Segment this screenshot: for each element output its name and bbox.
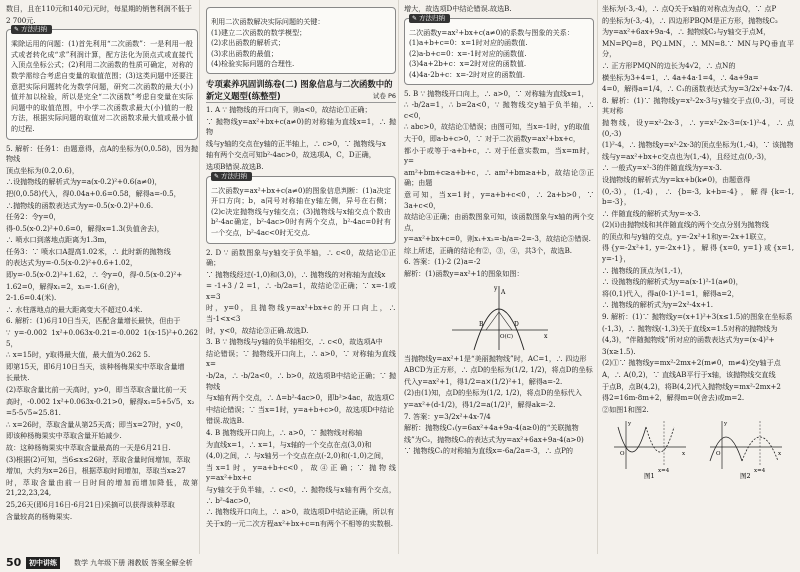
text-line: 9. 解析：(1)∵ 抛物线y=(x+1)²+3(x≤1.5)的图象在坐标系 bbox=[602, 312, 793, 322]
box-item: (2)求出函数的解析式； bbox=[211, 38, 285, 48]
text-line: 线与y=ax²+bx+c交点也为(1,-4)，且经过点(0,-3)， bbox=[602, 151, 771, 161]
text-line: 长最快. bbox=[6, 373, 30, 383]
parabola-figure bbox=[444, 282, 554, 352]
column-divider bbox=[398, 0, 399, 554]
column-3 bbox=[404, 4, 594, 552]
label-a: A bbox=[501, 288, 506, 296]
text-line: = -1+3 / 2 =1，∴ -b/2a=1，故结论②正确；∵ x=-1或x=3 bbox=[206, 281, 396, 301]
text-line: (2)萃取含量比前一天高时，y>0，即当萃取含量比前一天 bbox=[6, 385, 187, 394]
text-line: 3(x≥1.5). bbox=[602, 346, 636, 356]
text-line: 25,26天(即6月16日-6月21日)采摘可以获得该种萃取 bbox=[6, 499, 175, 509]
text-line: 时，y<0，故结论③正确.故选D. bbox=[206, 325, 309, 335]
text-line: 高时，-0.002 1x²+0.063x-0.21>0，解得x₁=5+5√5，x₂ bbox=[6, 396, 195, 406]
text-line: ∵ 抛物线C₁的对称轴为直线x=-6a/2a=-3，∴ 点P的 bbox=[404, 446, 574, 456]
text-line: A，∴ A(0,2)，∵ 直线AB平行于x轴，该抛物线交直线 bbox=[602, 370, 776, 379]
text-line: ∴ 一般式y=x²-3的伴随直线为y=x-3. bbox=[602, 163, 722, 173]
box-item: (1)a+b+c=0：x=1时对应的函数值. bbox=[409, 38, 528, 48]
text-line: 关于x的一元二次方程ax²+bx+c=n有两个不相等的实数根. bbox=[206, 518, 394, 528]
text-line: 坐标为(-3,-4)，∴ 点Q关于x轴的对称点为点Q，∵ 点P bbox=[602, 4, 777, 13]
method-tag: ✎ 方法归纳 bbox=[409, 14, 450, 23]
section-ref: 试卷 P6 bbox=[372, 91, 396, 100]
text-line: ∴ 水柱落地点的最大距离变大不超过0.4米. bbox=[6, 304, 143, 314]
text-line: 5. B ∵ 抛物线开口向上，∴ a>0，∵ 对称轴为直线x=1， bbox=[404, 88, 589, 98]
text-line: 的表达式为y=-0.5(x-0.2)²+0.6+1.02， bbox=[6, 258, 138, 268]
text-line: 错误.故选B. bbox=[206, 416, 245, 426]
text-line: 1. A ∵ 抛物线的开口向下，则a<0，故结论①正确； bbox=[206, 104, 372, 114]
solution-text bbox=[6, 144, 198, 523]
text-line: 任务3：∵ 喷水口A提高1.02米，∴ 此时新的抛物线 bbox=[6, 246, 171, 256]
text-line: 轴有两个交点可知b²-4ac>0，故选项A，C，D正确， bbox=[206, 150, 376, 160]
column-2 bbox=[206, 4, 396, 552]
column-4 bbox=[602, 4, 794, 552]
text-line: 2-1.6=0.4(米). bbox=[6, 293, 57, 303]
text-line: ∴ x=26时，萃取含量从第25天高；即当x=27时，y<0， bbox=[6, 419, 188, 429]
page-number: 50 bbox=[6, 556, 22, 569]
text-line: (1)²-4，∴ 抛物线y=x²-2x-3的顶点坐标为(1,-4)，∵ 该抛物 bbox=[602, 140, 794, 150]
text-line: 增加，大约为x=26日，根据萃取时间增加，萃取当x≥27 bbox=[6, 466, 186, 476]
text-line: ∴ 伴随直线的解析式为y=-x-3. bbox=[602, 208, 701, 218]
solution-text bbox=[404, 89, 594, 280]
text-line: 中结论错误；∵ 当x=1时，y=a+b+c>0，故选项D中结论 bbox=[206, 404, 395, 414]
text-line: ∴ 喷水口到落地点距离为1.3m， bbox=[6, 235, 112, 245]
text-line: 故：这种杨梅果实中萃取含量最高的一天是6月21日. bbox=[6, 442, 171, 452]
text-line: 当抛物线y=ax²+1是“美丽抛物线”时，AC=1，∴ 四边形 bbox=[404, 353, 587, 363]
text-line: ∴设抛物线的解析式为y=a(x-0.2)²+0.6(a≠0)， bbox=[6, 177, 162, 187]
label-x: x bbox=[544, 332, 548, 340]
text-line: 意可知，当x=1时，y=a+b+c<0，∴ 2a+b>0，∵ 3a+c<0， bbox=[404, 189, 594, 210]
solution-text bbox=[206, 105, 396, 173]
label-d: D bbox=[514, 320, 519, 328]
text-line: 把(0,0.58)代入，得0.04a+0.6=0.58，解得a=-0.5， bbox=[6, 188, 181, 198]
method-tag: ✎ 方法归纳 bbox=[11, 25, 52, 34]
text-line: 2 700元. bbox=[6, 15, 36, 25]
text-line: 与x轴有两个交点，∴ Δ=b²-4ac>0，即b²>4ac，故选项C bbox=[206, 393, 395, 403]
solution-text bbox=[602, 4, 794, 415]
text-line: (4,3)，“伴随抛物线”所对应的函数表达式为y=(x-4)²+ bbox=[602, 335, 775, 345]
label-x: x bbox=[778, 451, 782, 458]
text-line: 得{y=-2x²+1, y=-2x+1}，解得{x=0, y=1}或{x=1, y=-1}， bbox=[602, 243, 794, 264]
method-text: 乘除运用的问题：(1)首先利用“二次函数”：一是利用一般式或者转化成“求”利润计算，配方法化为顶点式或直接代入顶点坐标公式；(2)利用二次函数的性质可确定，对称的数学需综合考虑自变量的取值范围；(3)这类问题中还要注意把实际问题转化为数学问题，研究二次函数的最大(小)值并加以检验，所以是完全“二次函数”考虑自变量在实际问题中的取值范围，中小学二次函数求最大(小)值的一般方法，根据实际问题的取值对二次函数求最大值或最小值的过程. bbox=[11, 39, 193, 133]
figures-row bbox=[602, 417, 794, 479]
text-line: 与y轴交于负半轴，∴ c<0，∴ 抛物线与x轴有两个交点，∴ b²-4ac>0， bbox=[206, 484, 396, 505]
box-item: (3)求出函数的最值； bbox=[211, 48, 278, 58]
text-line: 3. B ∵ 抛物线与y轴的负半轴相交，∴ c<0，故选项A中 bbox=[206, 337, 383, 347]
text-line: (2)(i)由抛物线和其伴随直线的两个交点分别为抛物线 bbox=[602, 220, 769, 230]
text-line: (0,-3)，(1,-4)，∴ {b=-3, k+b=-4}，解得{k=-1, b=-3}， bbox=[602, 186, 794, 207]
text-line: ∴ 抛物线的顶点为(1,-1)， bbox=[602, 265, 688, 275]
box-item: 二次函数y=ax²+bx+c(a≠0)的系数与图象的关系： bbox=[409, 27, 574, 37]
text-line: 8. 解析：(1)∵ 抛物线y=x²-2x-3与y轴交于点(0,-3)，可设其对称 bbox=[602, 95, 794, 116]
text-line: 将(0,1)代入，得a(0-1)²-1=1，解得a=2， bbox=[602, 288, 739, 298]
text-line: ABCD为正方形，∴ 点D的坐标为(1/2, 1/2)，将点D的坐标 bbox=[404, 365, 593, 375]
text-line: ∴抛物线的函数表达式为y=-0.5(x-0.2)²+0.6. bbox=[6, 200, 154, 210]
text-line: 4=0，解得a=1/4，∴ C₁的函数表达式为y=3/2x²+4x-7/4. bbox=[602, 84, 793, 94]
text-line: 7. 答案：y=3/2x²+4x-7/4 bbox=[404, 411, 491, 421]
text-line: MN=PQ=8，PQ⊥MN，∴ MN=8.∵ MN与PQ垂直平分， bbox=[602, 38, 794, 59]
text-line: 的顶点和与y轴的交点，y=-2x²+1和y=-2x+1联立， bbox=[602, 231, 771, 241]
text-line: 即y=-0.5(x-0.2)²+1.62，∴ 令y=0，得-0.5(x-0.2)²+ bbox=[6, 270, 183, 280]
column-1 bbox=[6, 4, 198, 552]
text-line: 4. B 抛物线开口向上，∴ a>0，∵ 抛物线对称轴 bbox=[206, 428, 363, 437]
text-line: 5. 解析：任务1：由题意得，点A的坐标为(0,0.58)，因为抛物线 bbox=[6, 143, 198, 164]
column-divider bbox=[597, 0, 598, 554]
text-line: -b/2a，∴ -b/2a<0，∴ b>0，故选项B中结论正确；∵ 抛物线 bbox=[206, 371, 396, 391]
box-title: 利用二次函数解决实际问题的关键： bbox=[211, 17, 325, 26]
method-summary-box bbox=[404, 13, 594, 85]
text-line: (2)①∵ 抛物线y=mx²-2mx+2(m≠0，m≠4)交y轴于点 bbox=[602, 358, 781, 368]
text-line: 解析：(1)函数y=ax²+1的图象如图： bbox=[404, 269, 524, 279]
text-line: 时，y=0，且抛物线y=ax²+bx+c的开口向上，∴ 当-1<x<3 bbox=[206, 303, 396, 324]
text-line: (2)由(1)知，点D的坐标为(1/2, 1/2)，将点D的坐标代入 bbox=[404, 388, 582, 398]
text-line: ∵ y=-0.002 1x²+0.063x-0.21=-0.002 1(x-15)²+0.262 5， bbox=[6, 328, 198, 348]
box-item: (4)检验实际问题的合理性. bbox=[211, 59, 295, 69]
text-line: 选项B错误.故选B. bbox=[206, 161, 264, 171]
text-line: ∴ 正方形PMQN的边长为4√2，∴ 点N的 bbox=[602, 60, 736, 70]
text-line: ∴ 设抛物线的解析式为y=a(x-1)²-1(a≠0)， bbox=[602, 277, 743, 287]
text-line: 综上所述，正确的结论有②，③，④，共3个，故选B. bbox=[404, 245, 573, 255]
label-o: O(C) bbox=[500, 333, 514, 340]
box-item: (1)建立二次函数的数学模型； bbox=[211, 27, 307, 37]
page-footer bbox=[0, 554, 800, 572]
text-line: (-1,3)，∴ 抛物线(-1,3)关于直线x=1.5对称的抛物线为 bbox=[602, 323, 778, 333]
figure-caption: 图2 bbox=[740, 472, 751, 480]
label-x4: x=4 bbox=[658, 468, 670, 475]
text-line: (3)根据(2)可知，当6≤x≤26时，萃取含量时间增加，萃取 bbox=[6, 454, 191, 464]
text-line: 设抛物线的解析式为y=kx+b(k≠0)，由题意得 bbox=[602, 174, 751, 184]
text-line: 故结论④正确；由函数图象可知，该函数图象与x轴的两个交点， bbox=[404, 212, 594, 232]
text-line: 1.62=0，解得x₁=2，x₂=-1.6(舍)， bbox=[6, 281, 125, 291]
text-line: 为直线x=1，∴ x=1，与x轴的一个交点在点(3,0)和 bbox=[206, 439, 372, 449]
method-text: 二次函数y=ax²+bx+c(a≠0)的图象信息判断：(1)a决定开口方向；b，a同号对称轴在y轴左侧，异号在右侧；(2)c决定抛物线与y轴交点；(3)抛物线与x轴交点个数由b²-4ac确定，b²-4ac>0时有两个交点，b²-4ac=0时有一个交点，b²-4ac<0时无交点. bbox=[211, 185, 391, 237]
text-line: 的坐标为(-3,-4)，∴ 四边形PBQM是正方形，抛物线C₂ bbox=[602, 15, 778, 25]
text-line: ∴ 抛物线开口向上，∴ a>0，故选项D中结论正确，所以有 bbox=[206, 507, 395, 517]
text-line: 都小于或等于-a+b+c，∴ 对于任意实数m，当x=m时，y= bbox=[404, 145, 594, 166]
text-line: 为y=ax²+6ax+9a-4，∴ 抛物线C₂与y轴交于点M， bbox=[602, 27, 771, 37]
text-line: 数目，且在110元和140元)元时，每星期的销售利润不低于 bbox=[6, 4, 192, 13]
box-item: (3)4a+2b+c：x=2时对应的函数值. bbox=[409, 59, 527, 69]
box-item: (2)a-b+c=0：x=-1时对应的函数值. bbox=[409, 48, 527, 58]
method-summary-box bbox=[6, 25, 198, 139]
solution-text bbox=[404, 354, 594, 457]
method-tag: ✎ 方法归纳 bbox=[211, 172, 252, 181]
figure-2 bbox=[706, 417, 786, 479]
text-line: y=ax²+bx+c=0，则x₁+x₂=-b/a=-2=-3，故结论⑤错误. bbox=[404, 234, 591, 244]
text-line: 于点B，点B(4,2)，将B(4,2)代入抛物线y=mx²-2mx+2 bbox=[602, 381, 781, 391]
text-line: 解析：抛物线C₁(y=6ax²+4a+9a-4(a≥0)的“关联抛物 bbox=[404, 423, 579, 433]
text-line: 任务2：令y=0， bbox=[6, 212, 61, 222]
label-x4: x=4 bbox=[754, 468, 766, 475]
text-line: 即该种杨梅果实中萃取含量开始减少. bbox=[6, 431, 122, 441]
solution-text bbox=[206, 248, 396, 530]
text-line: y=ax²+(d-1/2)，得1/2=a(1/2)²，解得ak=-2. bbox=[404, 400, 556, 410]
text-line: am²+bm+c≥a+b+c，∴ am²+bm≥a+b，故结论③正确；由题 bbox=[404, 167, 594, 188]
text-line: ∵ 抛物线经过(-1,0)和(3,0)，∴ 抛物线的对称轴为直线x bbox=[206, 269, 386, 279]
text-line: 即第15天，即6月10日当天，该种杨梅果实中萃取含量增 bbox=[6, 361, 185, 371]
curve bbox=[646, 427, 674, 452]
text-line: 代入y=ax²+1，得1/2=a×(1/2)²+1，解得a=-2. bbox=[404, 376, 563, 386]
footer-info: 数学 九年级下册 湘教版 答案全解全析 bbox=[74, 559, 193, 567]
label-o: O bbox=[620, 451, 625, 458]
text-line: 得-0.5(x-0.2)²+0.6=0，解得x=1.3(负值舍去)， bbox=[6, 223, 164, 233]
curve bbox=[618, 427, 646, 452]
text-line: 6. 解析：(1)6月10日当天，匹配含量增长最快，但由于 bbox=[6, 316, 181, 326]
column-divider bbox=[199, 0, 200, 554]
label-y: y bbox=[494, 284, 498, 292]
text-line: 抛物线，设y=x²-2x-3，∴ y=x²-2x-3=(x-1)²-4，∴ 点(0,-3) bbox=[602, 117, 794, 138]
text-line: ∴ 抛物线的解析式为y=2x²-4x+1. bbox=[602, 300, 714, 310]
text-line: 增大，故选项D中结论错误.故选B. bbox=[404, 4, 512, 13]
label-y: y bbox=[628, 421, 632, 428]
section-title bbox=[206, 78, 396, 103]
figure-1 bbox=[610, 417, 690, 479]
text-line: 横坐标为3+4=1，∴ 4a+4a·1=4，∴ 4a+9a= bbox=[602, 72, 759, 82]
text-line: 大于0，即a-b+c>0，∵ 对于二次函数y=ax²+bx+c， bbox=[404, 133, 580, 143]
text-line: 6. 答案：(1)-2 (2)a=-2 bbox=[404, 257, 481, 267]
text-line: 顶点坐标为(0.2,0.6)， bbox=[6, 165, 79, 175]
text-line: ∵ 抛物线y=ax²+bx+c(a≠0)的对称轴为直线x=1，∴ 抛物 bbox=[206, 116, 396, 137]
text-line: ∴ x=15时，y取得最大值，最大值为0.262 5. bbox=[6, 350, 151, 360]
label-y: y bbox=[724, 421, 728, 428]
text-line: 当x=1时，y=a+b+c<0，故④正确；∵ 抛物线y=ax²+bx+c bbox=[206, 462, 396, 483]
label-x: x bbox=[682, 451, 686, 458]
text-line: 2. D ∵ 函数图象与y轴交于负半轴，∴ c<0，故结论①正确； bbox=[206, 247, 396, 268]
tips-box bbox=[206, 7, 396, 74]
text-line: 线”为C₂，抛物线C₂的表达式为y=ax²+6ax+9a-4(a>0) bbox=[404, 434, 584, 444]
label-o: O bbox=[716, 451, 721, 458]
text-line: 时，萃取含量由前一日时间的增加而增加降低，故第21,22,23,24, bbox=[6, 477, 198, 498]
curve bbox=[710, 437, 742, 461]
text-line: ②如图1和图2. bbox=[602, 404, 649, 414]
text-line: 含量较高的杨梅果实. bbox=[6, 511, 73, 521]
text-line: ∴ abc>0，故结论①错误；由图可知，当x=-1时，y的取值 bbox=[404, 122, 590, 132]
text-line: (4,0)之间，∴ 与x轴另一个交点在点(-2,0)和(-1,0)之间， bbox=[206, 451, 389, 461]
text-line: 线与y轴的交点在y轴的正半轴上，∴ c>0，∵ 抛物线与x bbox=[206, 138, 386, 148]
text-line: 得2=16m-8m+2，解得m=0(舍去)或m=2. bbox=[602, 393, 745, 403]
figure-caption: 图1 bbox=[644, 472, 655, 480]
brand-badge: 初中讲练 bbox=[26, 557, 60, 569]
label-b: B bbox=[479, 320, 484, 328]
text-line: 结论错误；∵ 抛物线开口向上，∴ a>0，∵ 对称轴为直线x= bbox=[206, 348, 396, 369]
method-summary-box bbox=[206, 171, 396, 244]
section-title-text: 专项素养巩固训练卷(二) 图象信息与二次函数中的新定义题型(练整型) bbox=[206, 78, 393, 101]
box-item: (4)4a-2b+c：x=-2时对应的函数值. bbox=[409, 69, 526, 79]
text-line: =5-5√5≈25.81. bbox=[6, 408, 61, 418]
text-line: ∴ -b/2a=1，∴ b=2a<0，∵ 抛物线交y轴于负半轴，∴ c<0， bbox=[404, 100, 594, 120]
